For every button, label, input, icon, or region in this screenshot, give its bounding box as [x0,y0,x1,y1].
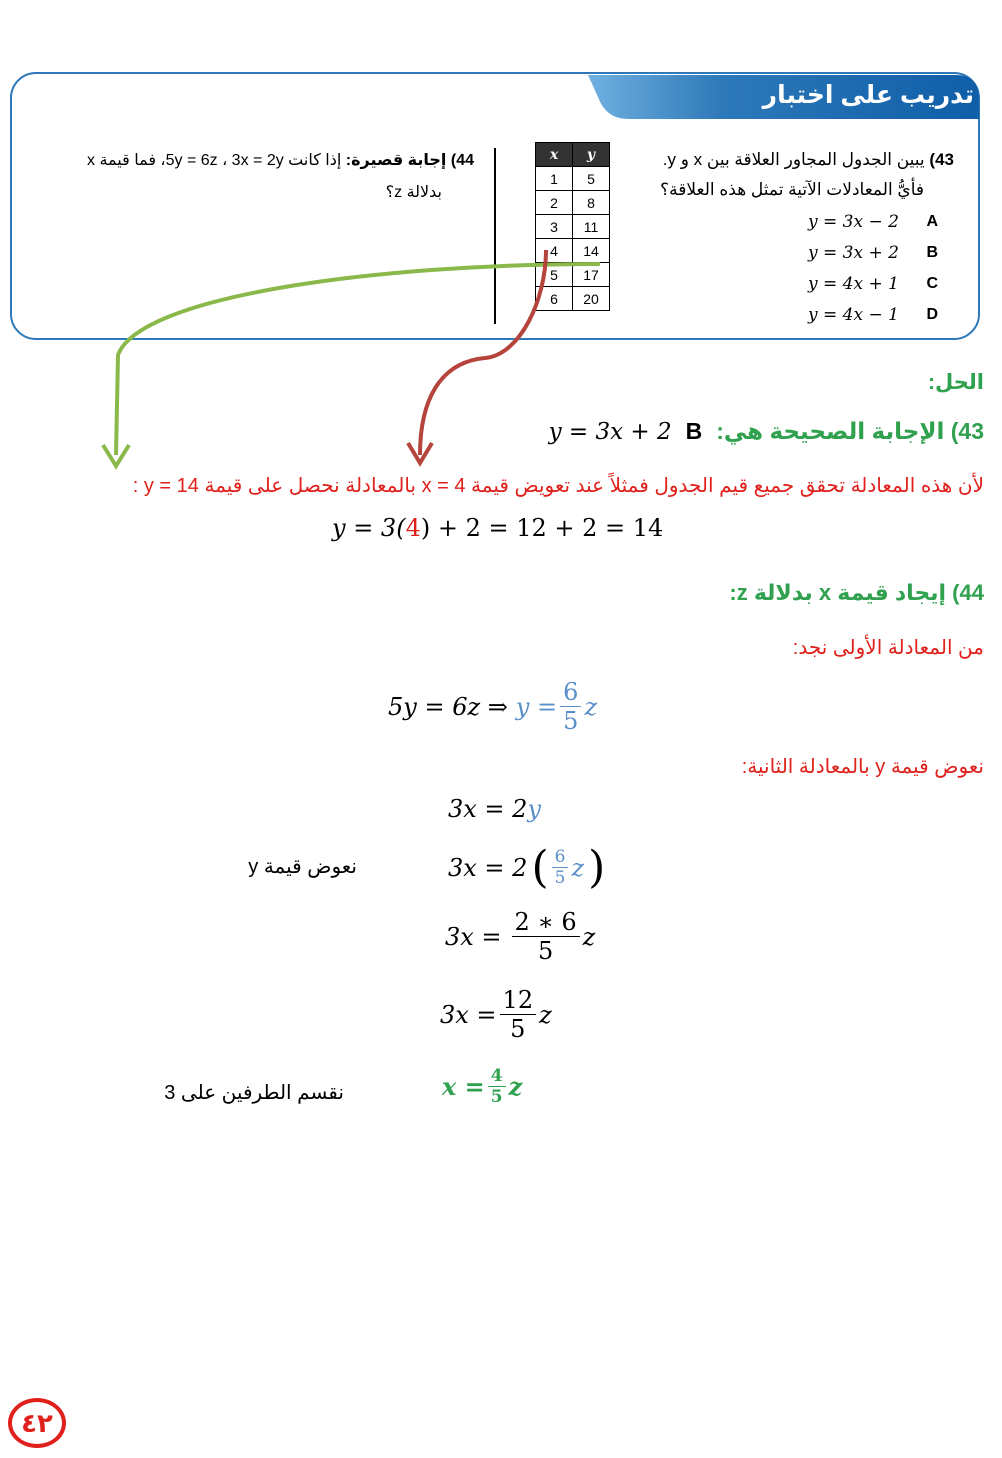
eq6-final: x = $\frac{4}{5}$ z [442,1066,523,1107]
substitute-text: نعوض قيمة y بالمعادلة الثانية: [741,756,984,778]
table-row: 1 5 [536,167,610,191]
eq2: 3x = 2y [448,795,542,823]
table-row: 3 11 [536,215,610,239]
red-arrow [420,250,546,455]
table-row: 6 20 [536,287,610,311]
substituted-value: 4 [405,514,421,542]
s43-letter: B [685,418,703,444]
q43-option: y = 4x − 1 D [808,304,938,325]
fraction: $\frac{6}{5}$ [552,847,569,888]
eq3: 3x = 2 ( $\frac{6}{5}$ z ) [448,842,606,893]
s43-line [549,418,984,445]
s43-check: y = 3(4) + 2 = 12 + 2 = 14 [332,514,664,542]
eq5: 3x = $\frac{12}{5}$ z [440,986,552,1043]
table-header: y [573,143,610,167]
s44-heading: 44) إيجاد قيمة x بدلالة z: [729,580,984,605]
q43-number: 43) [929,150,954,169]
page-number: ٤٢ [8,1398,66,1448]
q43-line1: يبين الجدول المجاور العلاقة بين x و y. [662,150,925,169]
table-header: x [536,143,573,167]
green-arrow [116,264,600,455]
header-title: تدريب على اختبار [762,81,974,109]
q44-body: إذا كانت 5y = 6z ، 3x = 2y، فما قيمة x [87,152,342,169]
eq1: 5y = 6z ⇒ y = $\frac{6}{5}$ z [388,678,598,735]
s43-heading: 43) الإجابة الصحيحة هي: [716,418,984,444]
arrows-overlay [0,0,1002,480]
table-row: 5 17 [536,263,610,287]
table-row: 2 8 [536,191,610,215]
eq6-note: نقسم الطرفين على 3 [164,1082,344,1104]
q43-option: y = 3x − 2 A [808,211,938,232]
q43-option: y = 3x + 2 B [808,242,938,263]
q43-line2: فأيُّ المعادلات الآتية تمثل هذه العلاقة؟ [660,180,924,199]
q43-option: y = 4x + 1 C [808,273,938,294]
fraction: $\frac{4}{5}$ [488,1066,506,1107]
s43-reason: لأن هذه المعادلة تحقق جميع قيم الجدول فمثلاً عند تعويض قيمة x = 4 بالمعادلة نحصل على قيمة y = 14 : [132,475,984,497]
fraction: $\frac{2 ∗ 6}{5}$ [512,908,580,965]
eq3-note: نعوض قيمة y [248,856,357,878]
fraction: $\frac{6}{5}$ [560,678,581,735]
from-first-eq: من المعادلة الأولى نجد: [792,637,984,659]
q44-body2: بدلالة z؟ [385,184,442,201]
q44-number: 44) [450,152,474,169]
solution-heading: الحل: [928,371,984,394]
eq4: 3x = $\frac{2 ∗ 6}{5}$ z [445,908,596,965]
s43-equation: y = 3x + 2 [548,419,672,445]
q44-label: إجابة قصيرة: [345,152,447,169]
fraction: $\frac{12}{5}$ [500,986,537,1043]
table-row: 4 14 [536,239,610,263]
